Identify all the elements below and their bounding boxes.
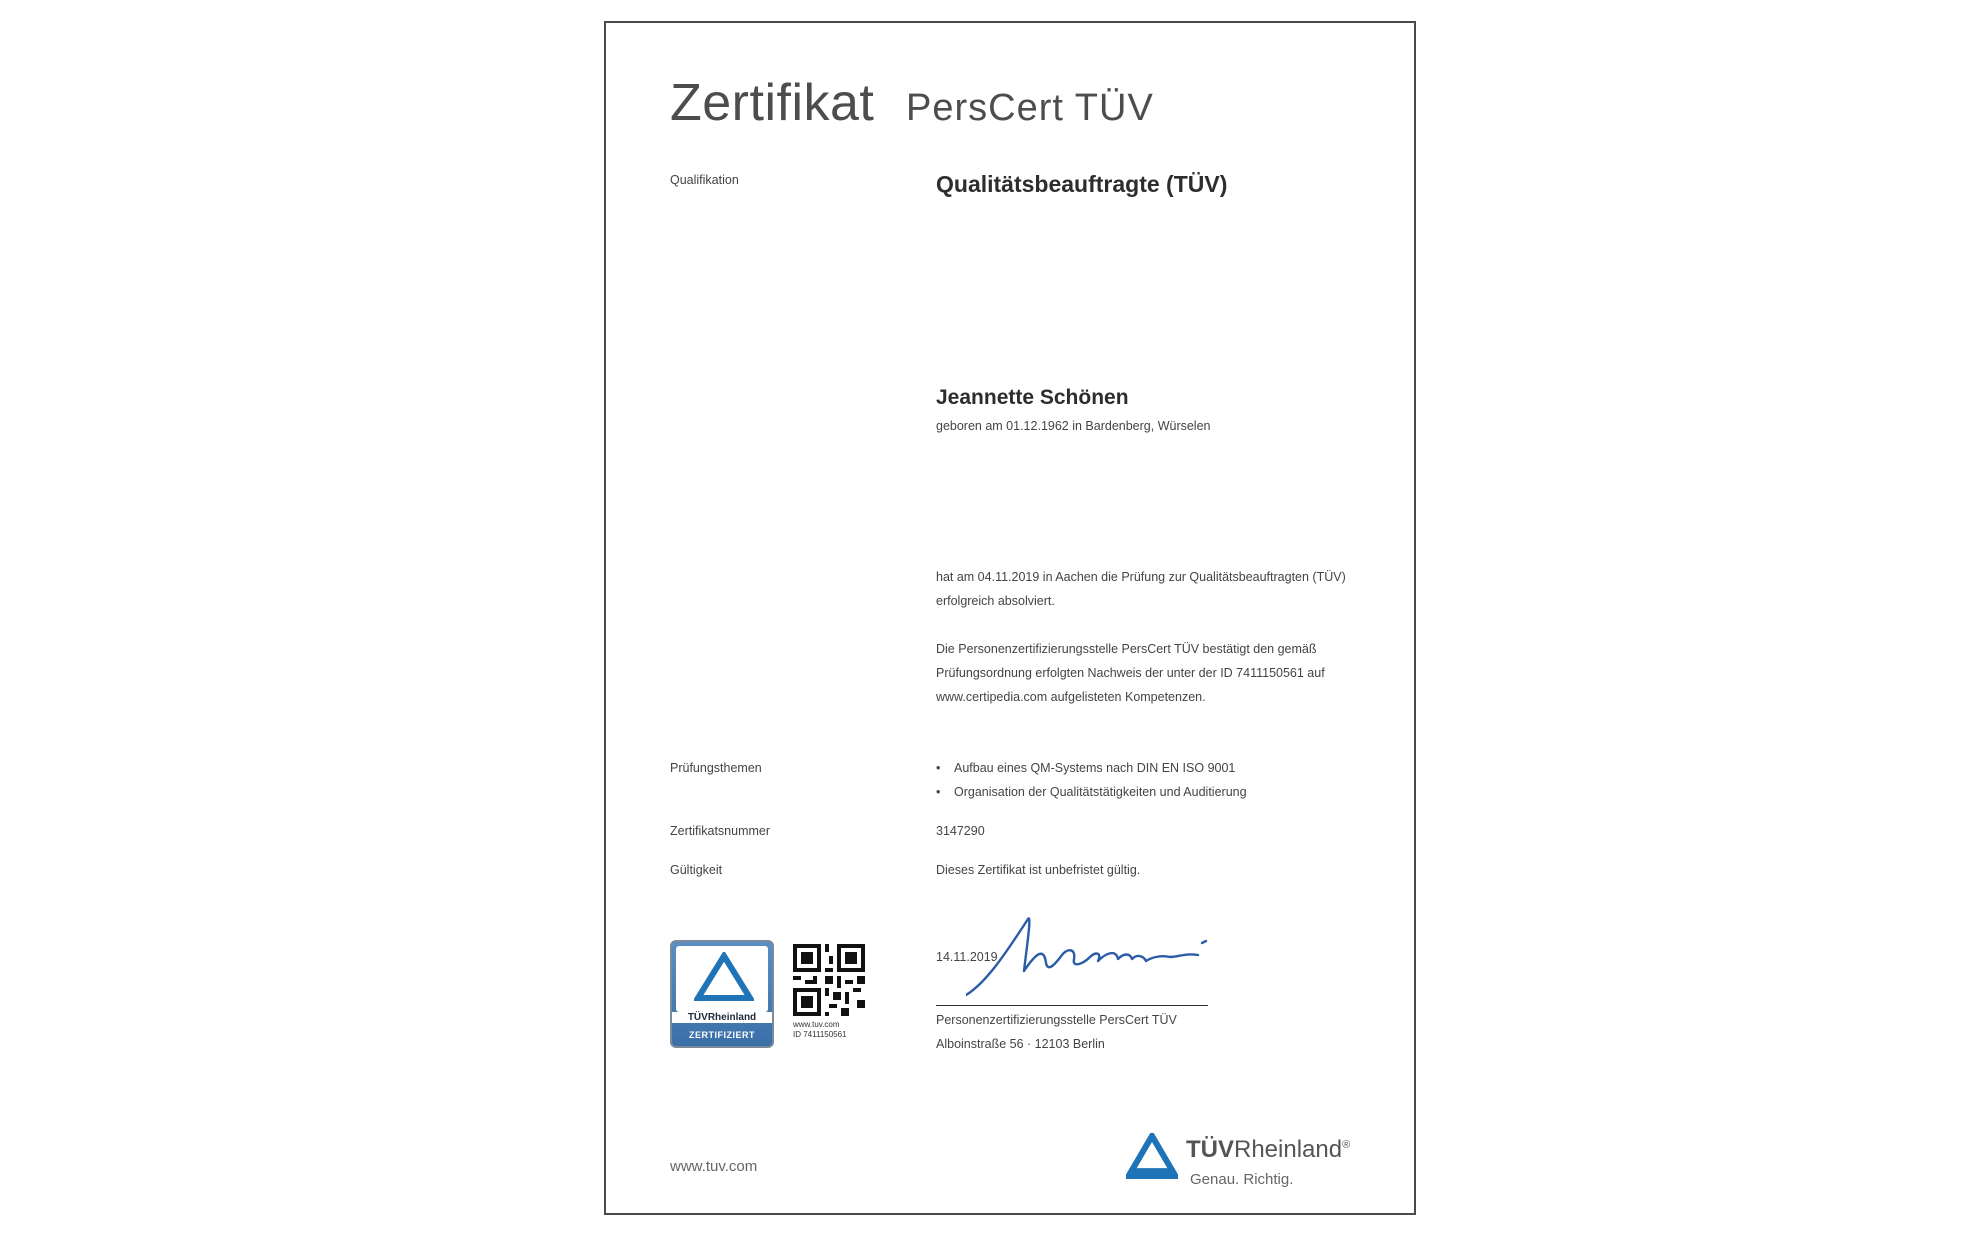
topic-item: • Aufbau eines QM-Systems nach DIN EN ISO 9001 bbox=[936, 761, 1236, 775]
signature-date: 14.11.2019 bbox=[936, 950, 998, 964]
qr-code-icon bbox=[793, 944, 865, 1016]
handwritten-signature bbox=[966, 913, 1226, 1013]
topic-item-text: Organisation der Qualitätstätigkeiten und Auditierung bbox=[954, 785, 1247, 799]
validity-label: Gültigkeit bbox=[670, 863, 723, 877]
topics-label: Prüfungsthemen bbox=[670, 761, 762, 775]
badge-url: www.tuv.com bbox=[793, 1020, 840, 1029]
badge-status: ZERTIFIZIERT bbox=[689, 1030, 755, 1040]
wordmark-rheinland: Rheinland bbox=[1234, 1136, 1343, 1163]
wordmark-reg: ® bbox=[1342, 1139, 1351, 1151]
topic-item: • Organisation der Qualitätstätigkeiten und Auditierung bbox=[936, 785, 1247, 799]
confirmation-statement: Die Personenzertifizierungsstelle PersCert TÜV bestätigt den gemäß Prüfungsordnung erfolgten Nachweis der unter der ID 7411150561 auf www.certipedia.com aufgelisteten Kompetenzen. bbox=[936, 642, 1325, 704]
wordmark-tuv: TÜV bbox=[1186, 1136, 1234, 1163]
badge-id: ID 7411150561 bbox=[793, 1030, 847, 1039]
person-name: Jeannette Schönen bbox=[936, 386, 1129, 409]
footer-url: www.tuv.com bbox=[670, 1158, 758, 1175]
cert-number-label: Zertifikatsnummer bbox=[670, 824, 771, 838]
validity-value: Dieses Zertifikat ist unbefristet gültig. bbox=[936, 863, 1141, 877]
tuv-triangle-icon bbox=[694, 952, 754, 1002]
certificate-page bbox=[604, 21, 1416, 1215]
tuv-rheinland-wordmark bbox=[1186, 1136, 1350, 1164]
logo-slogan: Genau. Richtig. bbox=[1190, 1171, 1294, 1188]
qualification-value: Qualitätsbeauftragte (TÜV) bbox=[936, 171, 1228, 197]
cert-number-value: 3147290 bbox=[936, 824, 985, 838]
exam-statement: hat am 04.11.2019 in Aachen die Prüfung zur Qualitätsbeauftragten (TÜV) erfolgreich absolviert. bbox=[936, 570, 1346, 608]
badge-brand: TÜVRheinland bbox=[672, 1012, 772, 1023]
signature-address: Alboinstraße 56 · 12103 Berlin bbox=[936, 1037, 1105, 1051]
qualification-label: Qualifikation bbox=[670, 173, 739, 187]
certificate-title: Zertifikat bbox=[670, 74, 875, 132]
certificate-subtitle: PersCert TÜV bbox=[906, 87, 1154, 129]
signature-line bbox=[936, 1005, 1208, 1006]
tuv-rheinland-logo-icon bbox=[1126, 1133, 1178, 1179]
topic-item-text: Aufbau eines QM-Systems nach DIN EN ISO 9001 bbox=[954, 761, 1236, 775]
signature-issuer: Personenzertifizierungsstelle PersCert TÜV bbox=[936, 1013, 1177, 1027]
tuv-certified-badge bbox=[670, 940, 774, 1048]
person-birth: geboren am 01.12.1962 in Bardenberg, Würselen bbox=[936, 419, 1211, 433]
